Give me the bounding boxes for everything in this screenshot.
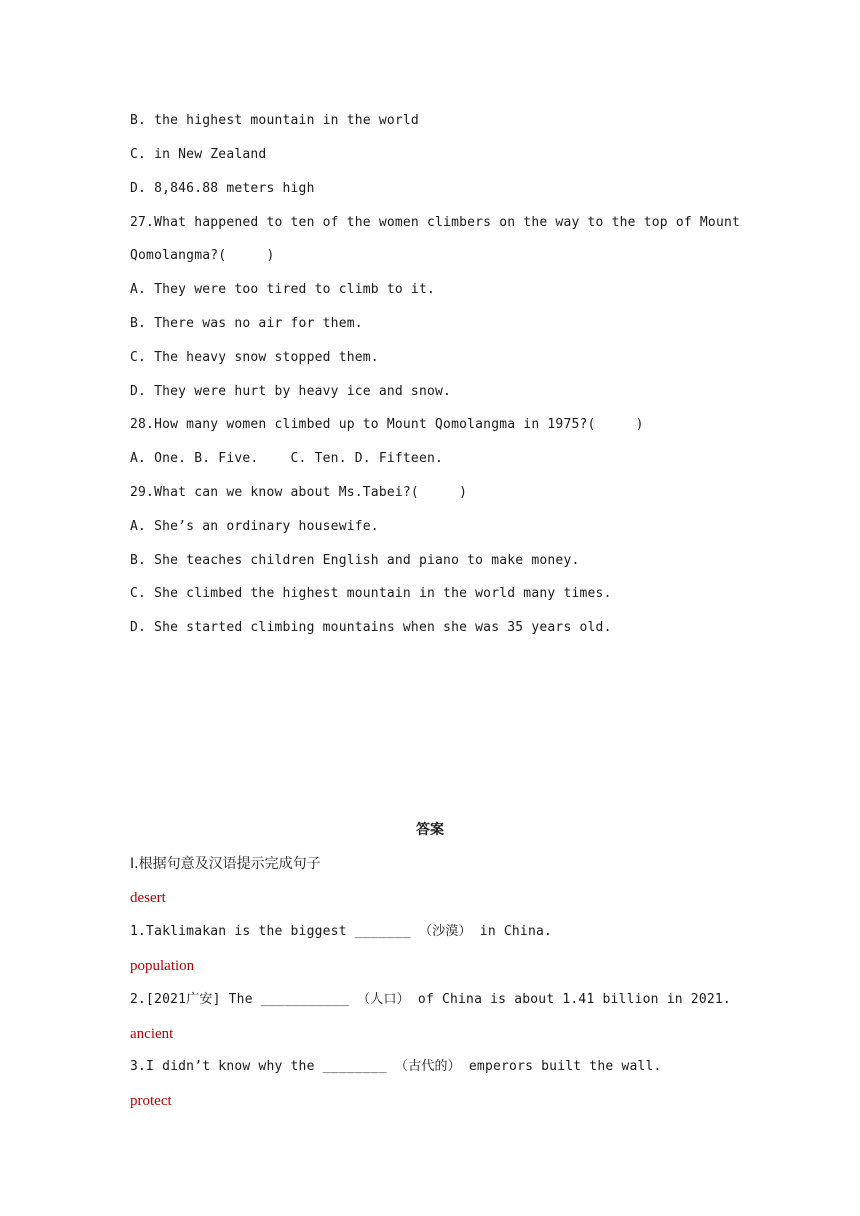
q28-stem: 28.How many women climbed up to Mount Qomolangma in 1975?( ) xyxy=(130,417,644,432)
q26-option-b: B. the highest mountain in the world xyxy=(130,113,419,128)
q29-stem: 29.What can we know about Ms.Tabei?( ) xyxy=(130,485,468,500)
answer-1: desert xyxy=(130,890,166,906)
q27-stem-line2: Qomolangma?( ) xyxy=(130,248,275,263)
answer-2: population xyxy=(130,958,195,974)
q28-options: A. One. B. Five. C. Ten. D. Fifteen. xyxy=(130,451,444,466)
q29-option-d: D. She started climbing mountains when she was 35 years old. xyxy=(130,620,612,635)
q26-option-c: C. in New Zealand xyxy=(130,147,267,162)
answer-3: ancient xyxy=(130,1026,174,1042)
section-title: Ⅰ.根据句意及汉语提示完成句子 xyxy=(130,856,321,872)
answer-4: protect xyxy=(130,1093,172,1109)
q27-option-b: B. There was no air for them. xyxy=(130,316,363,331)
q29-option-b: B. She teaches children English and piano to make money. xyxy=(130,553,580,568)
q27-option-d: D. They were hurt by heavy ice and snow. xyxy=(130,384,452,399)
q29-option-c: C. She climbed the highest mountain in the world many times. xyxy=(130,586,612,601)
q27-option-c: C. The heavy snow stopped them. xyxy=(130,350,379,365)
answer-key-heading: 答案 xyxy=(416,822,444,838)
q26-option-d: D. 8,846.88 meters high xyxy=(130,181,315,196)
q29-option-a: A. She’s an ordinary housewife. xyxy=(130,519,379,534)
sentence-1: 1.Taklimakan is the biggest _______ （沙漠） in China. xyxy=(130,924,553,939)
q27-option-a: A. They were too tired to climb to it. xyxy=(130,282,436,297)
sentence-3: 3.I didn’t know why the ________ （古代的） emperors built the wall. xyxy=(130,1059,662,1074)
q27-stem-line1: 27.What happened to ten of the women climbers on the way to the top of Mount xyxy=(130,215,741,230)
sentence-2: 2.[2021广安] The ___________ （人口） of China is about 1.41 billion in 2021. xyxy=(130,992,731,1007)
